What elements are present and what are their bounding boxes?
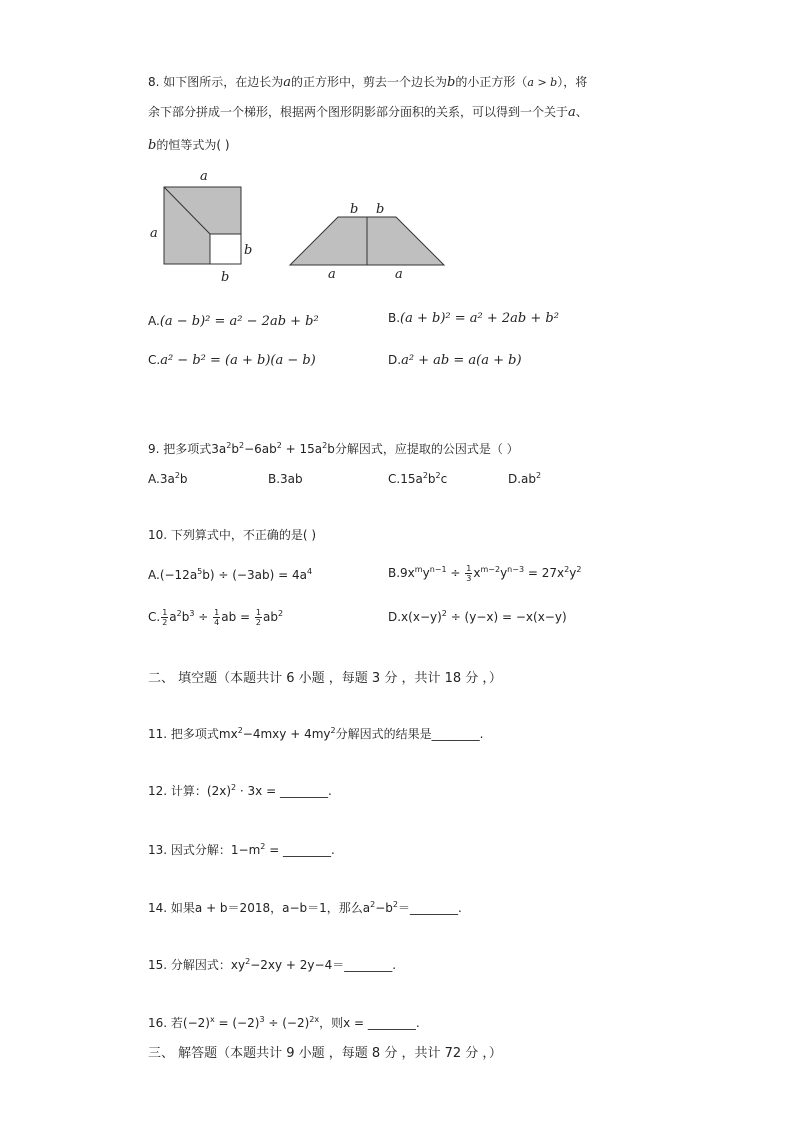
question-14 <box>148 900 462 916</box>
q8-opt-d-label: D. <box>388 353 402 367</box>
q10-c-pre: C. <box>148 610 161 624</box>
q8-line2sep: 、 <box>575 105 588 119</box>
q14-mid: −b <box>375 901 393 915</box>
question-16 <box>148 1015 420 1031</box>
q12-pre: 12. 计算：(2x) <box>148 784 231 798</box>
q10-a-pre: A.(−12a <box>148 568 198 582</box>
q15-s1: 2 <box>245 957 251 966</box>
q11-s2: 2 <box>330 726 336 735</box>
question-9 <box>148 441 519 457</box>
q9-s2: 2 <box>238 441 245 450</box>
q10-option-d[interactable] <box>388 609 567 625</box>
square-label-bottom: b <box>221 270 230 285</box>
q10-c-s1: 2 <box>176 609 182 618</box>
q8-mid2: 的小正方形（ <box>455 75 528 89</box>
q10-c-f1d: 2 <box>162 618 168 627</box>
q14-pre: 14. 如果a + b＝2018，a−b＝1，那么a <box>148 901 371 915</box>
q9-p3: −6ab <box>244 442 277 456</box>
q8-b: b <box>447 75 456 90</box>
q9-option-a[interactable] <box>148 471 188 487</box>
q10-b-fn: 1 <box>466 564 472 573</box>
q10-a-s2: 4 <box>306 567 313 576</box>
q10-b-m4: y <box>500 566 508 580</box>
fraction <box>161 608 168 627</box>
q8-opt-a: (a − b)² = a² − 2ab + b² <box>159 314 319 329</box>
question-11 <box>148 726 483 742</box>
q10-c-m4: ab = <box>221 610 254 624</box>
q8-opt-d: a² + ab = a(a + b) <box>401 353 522 368</box>
trapezoid-label-top-1: b <box>350 202 359 217</box>
q10-c-m3: ÷ <box>194 610 213 624</box>
q8-line2a: a <box>568 105 576 120</box>
q9-d-s: 2 <box>536 471 542 480</box>
q9-post: b分解因式，应提取的公因式是（ ） <box>327 442 519 456</box>
fraction <box>213 608 220 627</box>
trapezoid-label-bottom-1: a <box>328 267 336 282</box>
q10-d-s1: 2 <box>441 609 447 618</box>
q10-c-m5: ab <box>263 610 278 624</box>
q15-pre: 15. 分解因式：xy <box>148 958 246 972</box>
question-8-figure <box>140 165 460 285</box>
question-13 <box>148 842 335 858</box>
q11-post: 分解因式的结果是________. <box>335 727 484 741</box>
q8-line3b: b <box>148 138 157 153</box>
trapezoid-label-bottom-2: a <box>395 267 403 282</box>
q14-s2: 2 <box>392 900 398 909</box>
sec2: 二、 填空题（本题共计 6 小题 ，每题 3 分 ，共计 18 分 ，） <box>148 671 502 686</box>
q12-post: · 3x = ________. <box>236 784 332 798</box>
q8-option-d[interactable] <box>388 352 522 369</box>
q8-line3: 的恒等式为( ) <box>156 138 230 152</box>
q10-b-m2: ÷ <box>446 566 465 580</box>
question-8-line3 <box>148 137 230 154</box>
q10-d-post: ÷ (y−x) = −x(x−y) <box>446 610 567 624</box>
q16-m1: = (−2) <box>214 1016 260 1030</box>
q9-s1: 2 <box>226 441 232 450</box>
q14-post: ＝________. <box>397 901 462 915</box>
q11-mid: −4mxy + 4my <box>242 727 331 741</box>
fraction <box>465 564 472 583</box>
q10-a-s1: 5 <box>197 567 203 576</box>
fraction <box>255 608 262 627</box>
q8-opt-c: a² − b² = (a + b)(a − b) <box>160 353 316 368</box>
q10-d-pre: D.x(x−y) <box>388 610 442 624</box>
q8-a: a <box>283 75 292 90</box>
q13-post: = ________. <box>265 843 335 857</box>
q9-b: B.3ab <box>268 472 303 486</box>
q9-p2: b <box>231 442 239 456</box>
q9-p4: + 15a <box>281 442 323 456</box>
q8-opt-a-label: A. <box>148 314 160 328</box>
question-12 <box>148 783 332 799</box>
q9-a-s: 2 <box>174 471 180 480</box>
square-label-top: a <box>200 169 208 184</box>
q11-pre: 11. 把多项式mx <box>148 727 238 741</box>
q8-mid1: 的正方形中，剪去一个边长为 <box>291 75 448 89</box>
q10-c-s3: 2 <box>277 609 284 618</box>
q10-c-m1: a <box>169 610 177 624</box>
q16-pre: 16. 若(−2) <box>148 1016 210 1030</box>
q9-option-d[interactable] <box>508 471 541 487</box>
q10-option-c[interactable] <box>148 608 283 627</box>
q13-pre: 13. 因式分解：1−m <box>148 843 261 857</box>
q16-s3: 2x <box>309 1015 320 1024</box>
section-3-heading <box>148 1042 502 1061</box>
q9-option-c[interactable] <box>388 471 447 487</box>
q9-s3: 2 <box>276 441 282 450</box>
q10-b-s2: n−1 <box>429 565 447 574</box>
q16-s1: x <box>209 1015 215 1024</box>
q10-b-m6: y <box>569 566 577 580</box>
square-label-left: a <box>150 226 158 241</box>
q9-a-post: b <box>179 472 188 486</box>
question-8-line1 <box>148 74 587 91</box>
q10-c-f2n: 1 <box>214 608 220 617</box>
q10-c-f2d: 4 <box>214 618 220 627</box>
q8-option-a[interactable] <box>148 313 319 330</box>
q9-c-mid: b <box>427 472 436 486</box>
q10-c-f3d: 2 <box>255 618 261 627</box>
q10-b-m3: x <box>473 566 481 580</box>
q8-line1: 8. 如下图所示，在边长为 <box>148 75 284 89</box>
q16-s2: 3 <box>259 1015 265 1024</box>
q8-opt-b-label: B. <box>388 311 401 325</box>
q10-b-m1: y <box>422 566 430 580</box>
square-label-right: b <box>244 243 253 258</box>
q10-c-f1n: 1 <box>162 608 168 617</box>
q10-b-s4: n−3 <box>507 565 525 574</box>
q10-c-m2: b <box>181 610 190 624</box>
q8-line2: 余下部分拼成一个梯形，根据两个图形阴影部分面积的关系，可以得到一个关于 <box>148 105 569 119</box>
q11-s1: 2 <box>237 726 243 735</box>
q10-c-s2: 3 <box>189 609 195 618</box>
q14-s1: 2 <box>370 900 376 909</box>
q9-c-post: c <box>440 472 448 486</box>
q8-opt-c-label: C. <box>148 353 161 367</box>
q8-cond: a > b <box>527 76 558 89</box>
q8-option-b[interactable] <box>388 310 559 327</box>
q9-d-pre: D.ab <box>508 472 537 486</box>
q9-a-pre: A.3a <box>148 472 175 486</box>
q9-pre: 9. 把多项式3a <box>148 442 227 456</box>
q12-s1: 2 <box>231 783 237 792</box>
sec3: 三、 解答题（本题共计 9 小题 ，每题 8 分 ，共计 72 分 ，） <box>148 1046 502 1061</box>
q16-m2: ÷ (−2) <box>264 1016 310 1030</box>
q16-post: ，则x = ________. <box>319 1016 420 1030</box>
q10-b-s1: m <box>414 565 423 574</box>
q10-b-s5: 2 <box>564 565 570 574</box>
q9-option-b[interactable] <box>268 471 303 487</box>
q9-s4: 2 <box>322 441 328 450</box>
trapezoid-label-top-2: b <box>376 202 385 217</box>
q10-b-s6: 2 <box>576 565 582 574</box>
q10-b-m5: = 27x <box>524 566 565 580</box>
q10-a-mid: b) ÷ (−3ab) = 4a <box>202 568 307 582</box>
q10-b-pre: B.9x <box>388 566 415 580</box>
q10-title: 10. 下列算式中，不正确的是( ) <box>148 528 317 542</box>
q10-c-f3n: 1 <box>255 608 261 617</box>
q10-b-fd: 3 <box>466 574 472 583</box>
small-square-cut <box>210 234 241 264</box>
question-8-line2 <box>148 104 588 121</box>
question-10 <box>148 527 316 543</box>
section-2-heading <box>148 667 502 686</box>
q10-b-s3: m−2 <box>480 565 501 574</box>
q15-post: −2xy + 2y−4＝________. <box>250 958 397 972</box>
q13-s1: 2 <box>260 842 266 851</box>
question-15 <box>148 957 396 973</box>
q8-option-c[interactable] <box>148 352 316 369</box>
q8-end1: ），将 <box>557 75 588 89</box>
q10-option-a[interactable] <box>148 567 312 583</box>
q9-c-s2: 2 <box>435 471 441 480</box>
q9-c-s1: 2 <box>422 471 428 480</box>
q8-opt-b: (a + b)² = a² + 2ab + b² <box>400 311 559 326</box>
q10-option-b[interactable] <box>388 564 581 583</box>
q9-c-pre: C.15a <box>388 472 423 486</box>
